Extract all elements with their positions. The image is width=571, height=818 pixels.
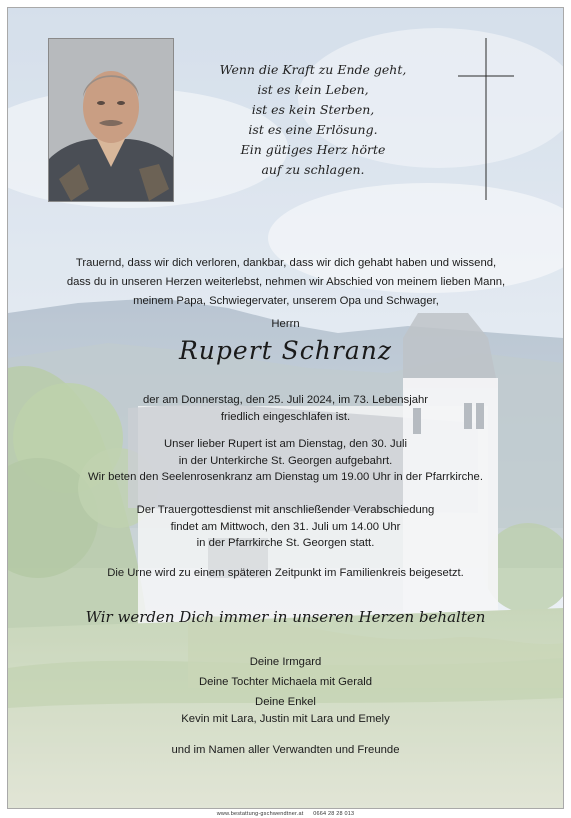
cross-icon (458, 38, 514, 200)
family-relatives: und im Namen aller Verwandten und Freunde (171, 744, 400, 756)
urn-info: Die Urne wird zu einem späteren Zeitpunkt im Familienkreis beigesetzt. (107, 567, 464, 579)
viewing-info (8, 436, 563, 486)
death-notice-line: friedlich eingeschlafen ist. (220, 410, 351, 423)
footer-website: www.bestattung-gschwendtner.at (216, 811, 304, 817)
death-notice-line: der am Donnerstag, den 25. Juli 2024, im 73. Lebensjahr (142, 394, 429, 406)
poem-line: ist es eine Erlösung. (248, 122, 378, 137)
intro-line: dass du in unseren Herzen weiterlebst, nehmen wir Abschied von meinem lieben Mann, (66, 276, 506, 288)
death-notice (8, 392, 563, 425)
motto: Wir werden Dich immer in unseren Herzen behalten (85, 608, 486, 626)
footer (0, 811, 571, 817)
poem-line: ist es kein Leben, (257, 82, 369, 97)
poem-line: Wenn die Kraft zu Ende geht, (219, 62, 407, 77)
funeral-line: in der Pfarrkirche St. Georgen statt. (196, 537, 375, 549)
funeral-line: Der Trauergottesdienst mit anschließender Verabschiedung (136, 504, 435, 516)
poem (198, 60, 428, 180)
poem-line: Ein gütiges Herz hörte (240, 142, 386, 157)
deceased-name: Rupert Schranz (178, 336, 393, 365)
intro-line: Trauernd, dass wir dich verloren, dankbar, dass wir dich gehabt haben und wissend, (75, 257, 497, 269)
parte-card (7, 7, 564, 809)
family-grandchildren-label: Deine Enkel (255, 696, 316, 708)
footer-phone: 0664 28 28 013 (313, 811, 355, 817)
funeral-line: findet am Mittwoch, den 31. Juli um 14.00 Uhr (170, 520, 401, 533)
family-grandchildren: Kevin mit Lara, Justin mit Lara und Emely (181, 713, 390, 725)
portrait-photo (48, 38, 174, 202)
viewing-line: Unser lieber Rupert ist am Dienstag, den 30. Juli (164, 438, 407, 450)
intro-text (28, 254, 544, 311)
viewing-line: in der Unterkirche St. Georgen aufgebahrt. (178, 454, 393, 467)
poem-line: ist es kein Sterben, (251, 102, 375, 117)
salutation: Herrn (271, 318, 300, 330)
funeral-info (8, 502, 563, 552)
poem-line: auf zu schlagen. (261, 162, 365, 177)
intro-line: meinem Papa, Schwiegervater, unserem Opa und Schwager, (133, 295, 439, 307)
family-wife: Deine Irmgard (249, 656, 322, 668)
family-daughter: Deine Tochter Michaela mit Gerald (198, 676, 373, 688)
viewing-line: Wir beten den Seelenrosenkranz am Dienstag um 19.00 Uhr in der Pfarrkirche. (88, 471, 483, 483)
